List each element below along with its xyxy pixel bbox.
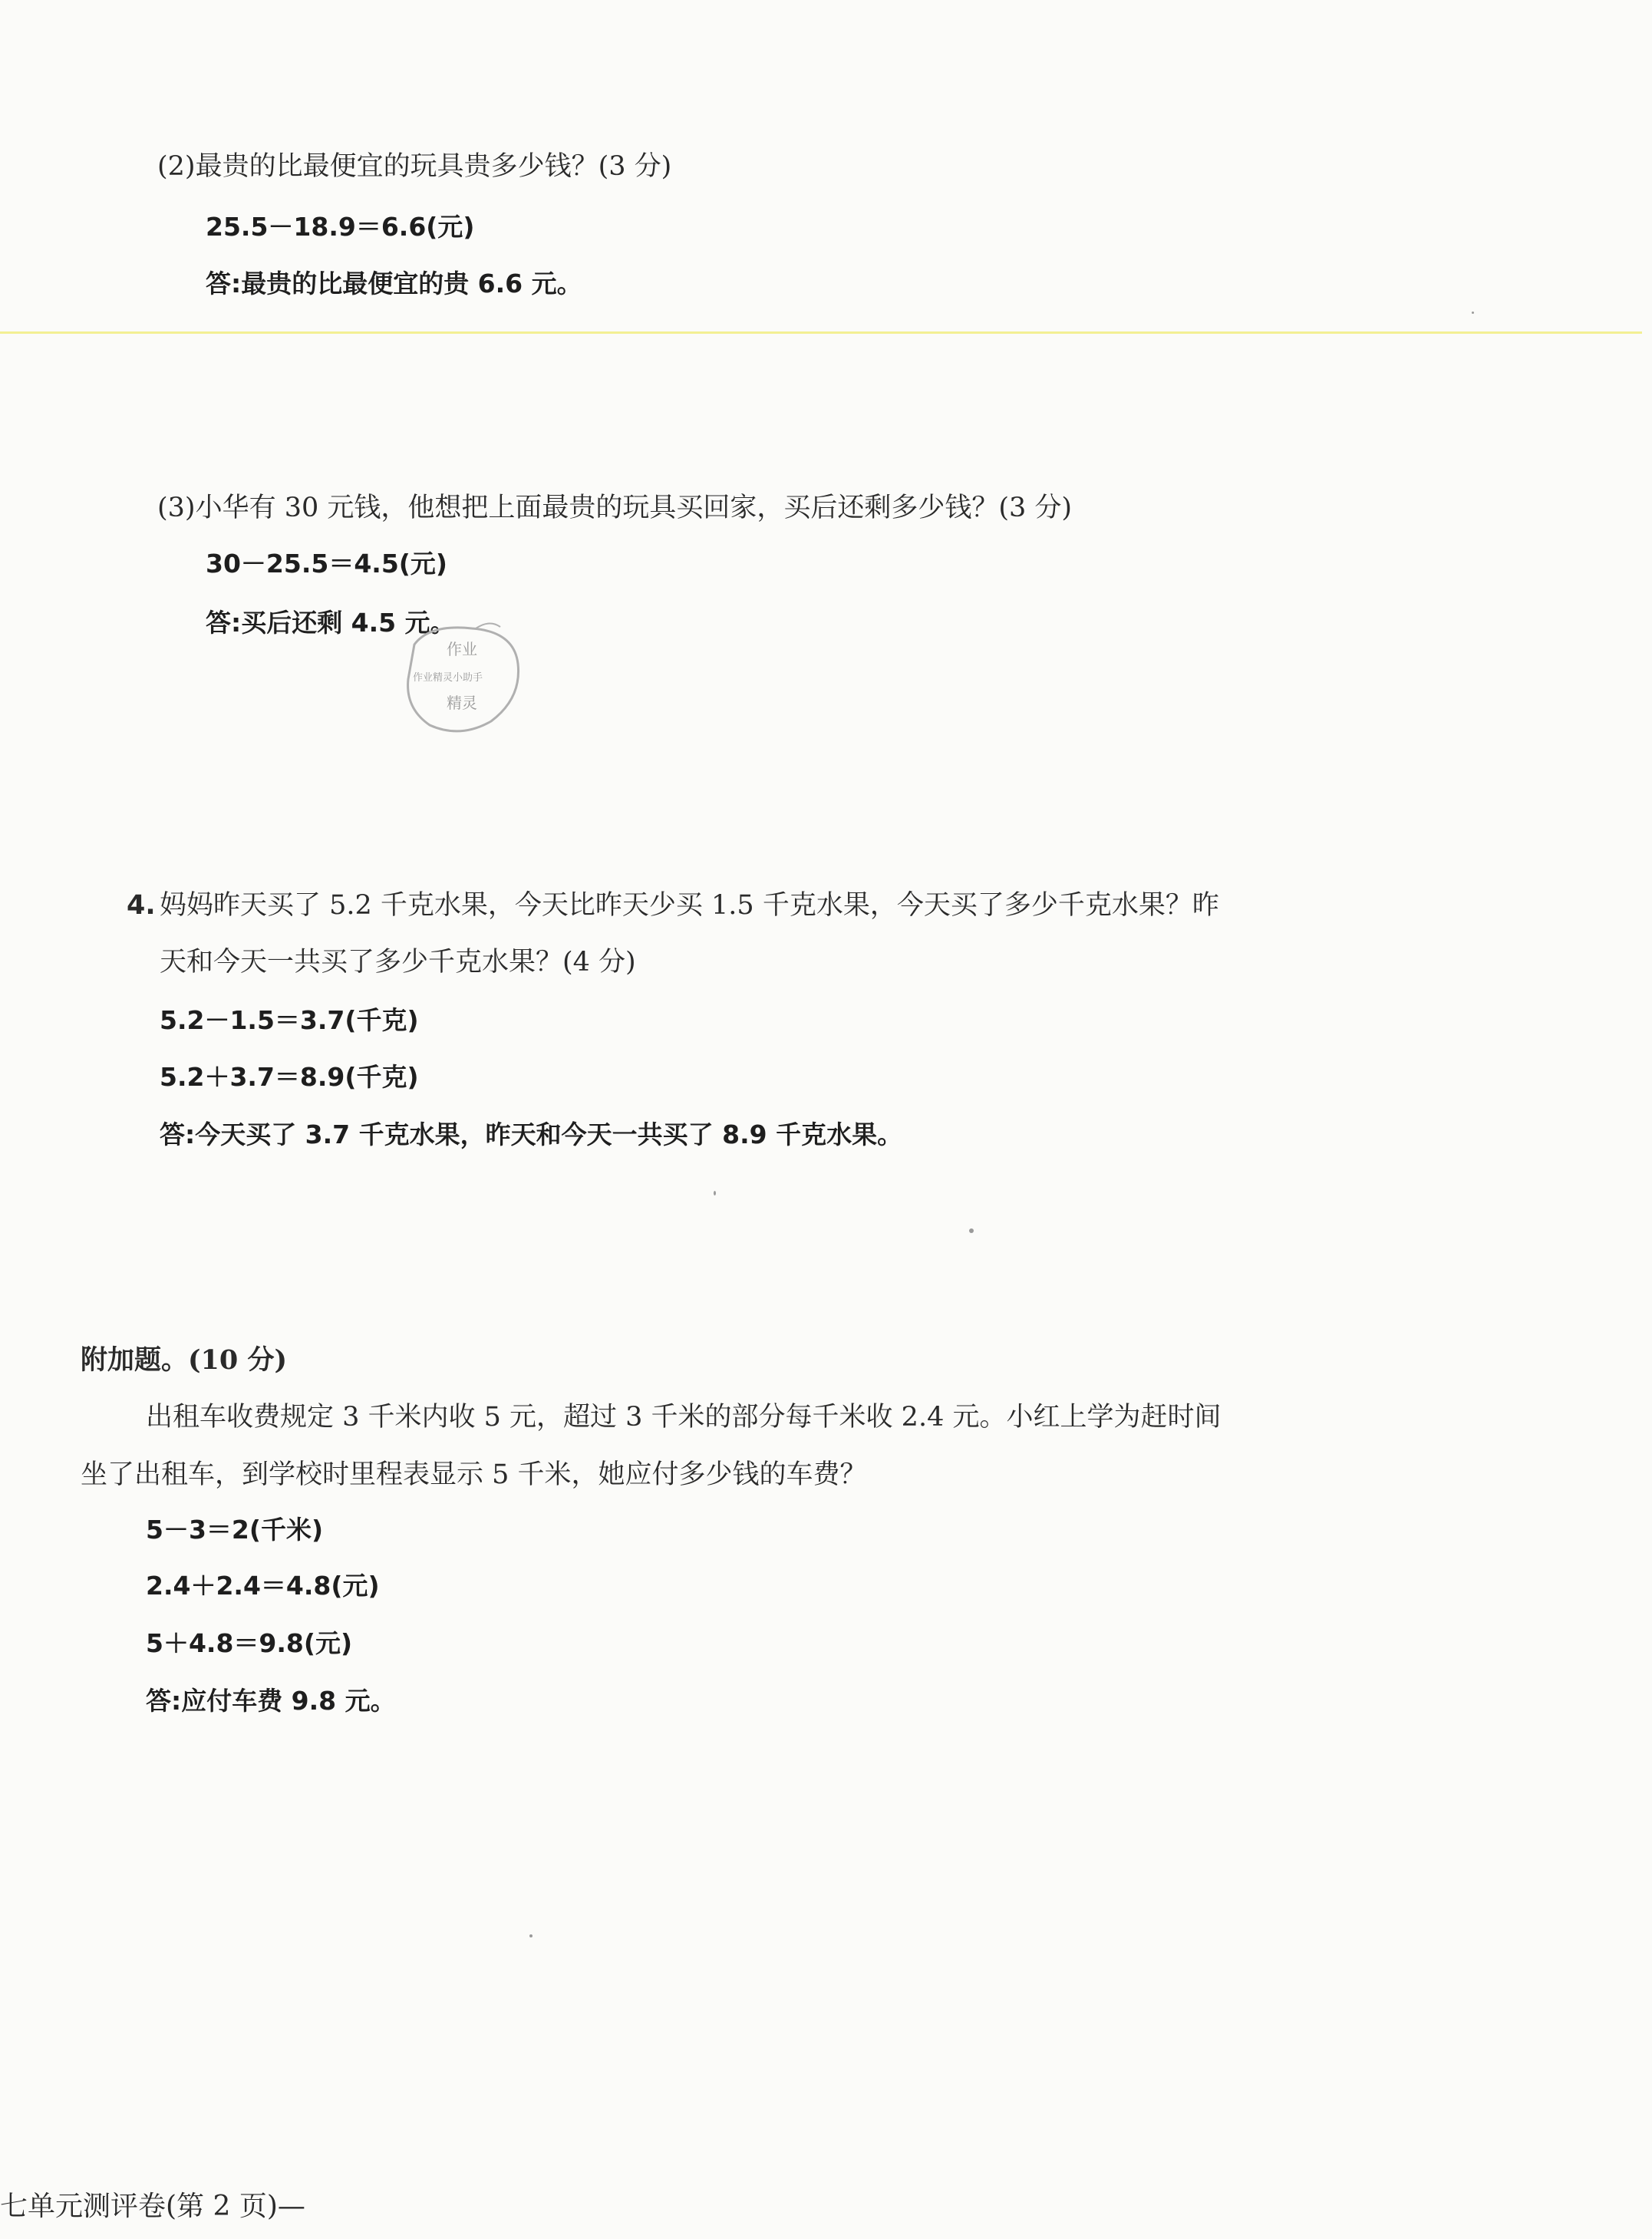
stamp-bottom-text: 精灵 [447, 694, 477, 712]
q4-prompt-line2: 天和今天一共买了多少千克水果？(4 分) [160, 947, 636, 978]
scan-speck [714, 1191, 716, 1195]
scan-speck [969, 1228, 974, 1233]
bonus-answer: 答:应付车费 9.8 元。 [146, 1686, 396, 1716]
stamp-top-text: 作业 [447, 640, 477, 658]
q4-answer: 答:今天买了 3.7 千克水果，昨天和今天一共买了 8.9 千克水果。 [160, 1120, 903, 1149]
q2-calc: 25.5－18.9＝6.6(元) [206, 212, 475, 242]
bonus-calc1: 5－3＝2(千米) [146, 1515, 324, 1545]
bonus-prompt-line1: 出租车收费规定 3 千米内收 5 元，超过 3 千米的部分每千米收 2.4 元。小红上学为赶时间 [146, 1402, 1222, 1433]
q2-answer: 答:最贵的比最便宜的贵 6.6 元。 [206, 269, 582, 298]
bonus-calc3: 5＋4.8＝9.8(元) [146, 1628, 353, 1658]
q3-prompt: (3)小华有 30 元钱，他想把上面最贵的玩具买回家，买后还剩多少钱？(3 分) [157, 493, 1073, 523]
scan-speck [529, 1934, 533, 1937]
q2-prompt: (2)最贵的比最便宜的玩具贵多少钱？(3 分) [157, 151, 672, 182]
q4-calc2: 5.2＋3.7＝8.9(千克) [160, 1062, 419, 1092]
section-divider [0, 331, 1642, 334]
stamp-middle-text: 作业精灵小助手 [413, 672, 483, 684]
watermark-stamp [399, 618, 526, 740]
bonus-prompt-line2: 坐了出租车，到学校时里程表显示 5 千米，她应付多少钱的车费？ [81, 1459, 867, 1490]
scan-speck [1472, 312, 1474, 314]
q4-calc1: 5.2－1.5＝3.7(千克) [160, 1005, 419, 1035]
bonus-calc2: 2.4＋2.4＝4.8(元) [146, 1571, 380, 1601]
q3-answer: 答:买后还剩 4.5 元。 [206, 608, 456, 638]
q3-calc: 30－25.5＝4.5(元) [206, 549, 447, 579]
q4-prompt-line1: 妈妈昨天买了 5.2 千克水果，今天比昨天少买 1.5 千克水果，今天买了多少千克水果？昨 [160, 890, 1219, 921]
bonus-title: 附加题。(10 分) [81, 1344, 288, 1376]
q4-number: 4. [127, 890, 156, 921]
page-footer: 七单元测评卷(第 2 页)— [0, 2191, 305, 2222]
